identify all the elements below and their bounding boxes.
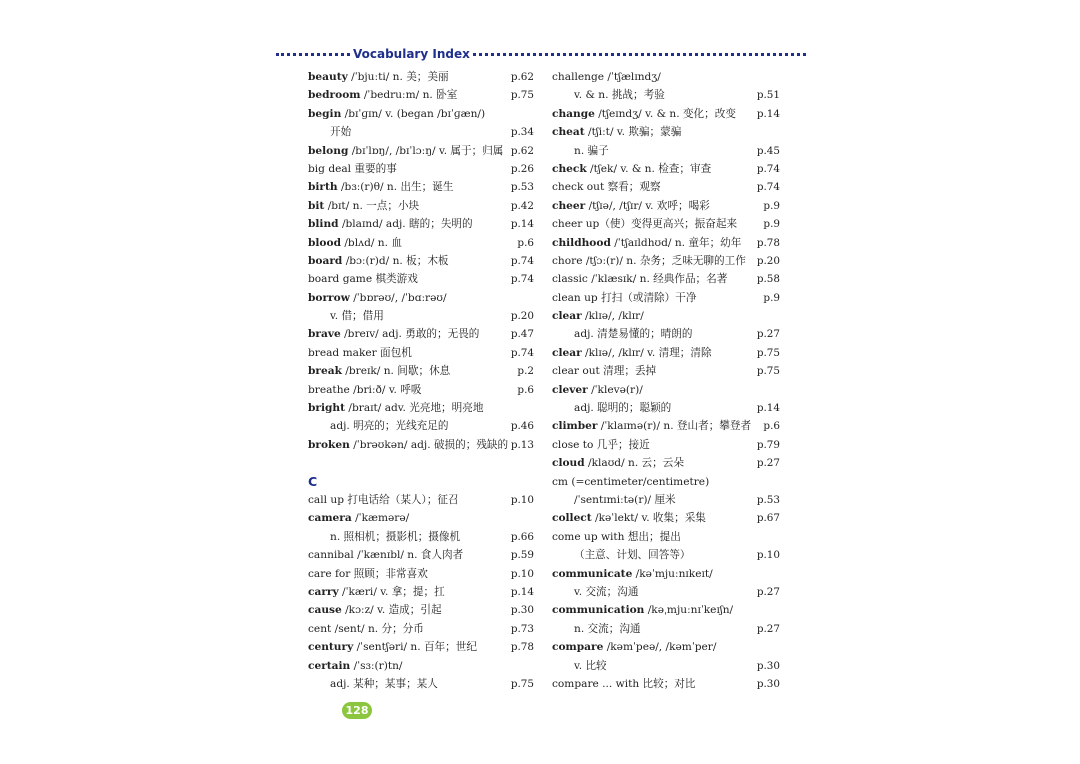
entry-text: （主意、计划、回答等） [574, 549, 691, 562]
entry-text: adj. 清楚易懂的；晴朗的 [574, 328, 693, 341]
left-column [308, 68, 534, 693]
entry-text: board /bɔː(r)d/ n. 板；木板 [308, 254, 449, 267]
entry-text: chore /tʃɔː(r)/ n. 杂务；乏味无聊的工作 [552, 254, 746, 267]
headword: clever [552, 383, 588, 396]
entry-page-ref: p.75 [756, 346, 780, 359]
index-entry [552, 142, 780, 160]
index-entry [552, 178, 780, 196]
entry-text: adj. 某种；某事；某人 [330, 677, 438, 690]
entry-page-ref: p.26 [510, 162, 534, 175]
index-entry [552, 473, 780, 491]
entry-text: check out 察看；观察 [552, 181, 661, 194]
headword: blood [308, 236, 341, 249]
entry-page-ref: p.10 [510, 567, 534, 580]
entry-page-ref: p.45 [756, 144, 780, 157]
headword: bit [308, 199, 325, 212]
entry-text: begin /bɪˈɡɪn/ v. (began /bɪˈɡæn/) [308, 107, 486, 120]
entry-page-ref: p.14 [756, 402, 780, 415]
entry-text: climber /ˈklaɪmə(r)/ n. 登山者；攀登者 [552, 420, 752, 433]
entry-text: adj. 聪明的；聪颖的 [574, 402, 672, 415]
entry-text: adj. 明亮的；光线充足的 [330, 420, 449, 433]
index-header [276, 46, 806, 62]
index-entry [552, 546, 780, 564]
entry-text: 开始 [330, 126, 352, 139]
index-entry [552, 601, 780, 619]
index-entry [552, 399, 780, 417]
entry-text: cloud /klaʊd/ n. 云；云朵 [552, 457, 684, 470]
entry-text: collect /kəˈlekt/ v. 收集；采集 [552, 512, 706, 525]
headword: cheat [552, 126, 585, 139]
entry-text: v. & n. 挑战；考验 [574, 89, 665, 102]
headword: climber [552, 420, 598, 433]
index-page [270, 36, 810, 736]
index-entry [308, 178, 534, 196]
entry-page-ref: p.66 [510, 530, 534, 543]
entry-page-ref: p.9 [763, 199, 780, 212]
index-entry [308, 436, 534, 454]
headword: bedroom [308, 89, 361, 102]
entry-text: blind /blaɪnd/ adj. 瞎的；失明的 [308, 218, 473, 231]
index-entry [308, 105, 534, 123]
entry-page-ref: p.51 [756, 89, 780, 102]
entry-text: birth /bɜː(r)θ/ n. 出生；诞生 [308, 181, 454, 194]
index-entry [552, 270, 780, 288]
entry-page-ref: p.10 [510, 493, 534, 506]
index-entry [308, 307, 534, 325]
entry-text: breathe /briːð/ v. 呼吸 [308, 383, 422, 396]
entry-text: cause /kɔːz/ v. 造成；引起 [308, 604, 442, 617]
header-dots-left [276, 53, 350, 56]
index-entry [308, 68, 534, 86]
entry-page-ref: p.74 [510, 273, 534, 286]
entry-text: clear /klɪə/, /klɪr/ [552, 310, 644, 323]
index-entry [308, 565, 534, 583]
entry-text: certain /ˈsɜː(r)tn/ [308, 659, 403, 672]
entry-page-ref: p.78 [756, 236, 780, 249]
entry-text: brave /breɪv/ adj. 勇敢的；无畏的 [308, 328, 480, 341]
index-entry [552, 528, 780, 546]
entry-page-ref: p.62 [510, 71, 534, 83]
entry-page-ref: p.78 [510, 641, 534, 654]
entry-text: compare /kəmˈpeə/, /kəmˈper/ [552, 641, 717, 654]
index-entry [552, 344, 780, 362]
index-entry [552, 325, 780, 343]
headword: communication [552, 604, 645, 617]
entry-text: blood /blʌd/ n. 血 [308, 236, 402, 249]
index-entry [552, 68, 780, 86]
index-entry [308, 362, 534, 380]
entry-page-ref: p.53 [756, 493, 780, 506]
entry-text: belong /bɪˈlɒŋ/, /bɪˈlɔːŋ/ v. 属于；归属 [308, 144, 504, 157]
entry-text: classic /ˈklæsɪk/ n. 经典作品；名著 [552, 273, 728, 286]
entry-page-ref: p.74 [756, 181, 780, 194]
entry-text: bit /bɪt/ n. 一点；小块 [308, 199, 420, 212]
headword: childhood [552, 236, 611, 249]
headword: belong [308, 144, 349, 157]
index-entry [308, 546, 534, 564]
entry-text: bedroom /ˈbedruːm/ n. 卧室 [308, 89, 458, 102]
entry-page-ref: p.6 [763, 420, 780, 433]
entry-text: clear out 清理；丢掉 [552, 365, 657, 378]
entry-text: communicate /kəˈmjuːnɪkeɪt/ [552, 567, 713, 580]
section-letter [308, 473, 534, 491]
entry-page-ref: p.42 [510, 199, 534, 212]
entry-text: cent /sent/ n. 分；分币 [308, 622, 424, 635]
index-entry [552, 289, 780, 307]
index-entry [308, 454, 534, 472]
index-entry [308, 509, 534, 527]
index-entry [552, 234, 780, 252]
entry-page-ref: p.58 [756, 273, 780, 286]
entry-page-ref: p.59 [510, 549, 534, 562]
entry-page-ref: p.67 [756, 512, 780, 525]
entry-text: /ˈsentɪmiːtə(r)/ 厘米 [574, 493, 676, 506]
index-entry [308, 657, 534, 675]
entry-page-ref: p.73 [510, 622, 534, 635]
entry-text: camera /ˈkæmərə/ [308, 512, 410, 525]
headword: break [308, 365, 342, 378]
headword: bright [308, 402, 346, 415]
right-column [552, 68, 780, 693]
entry-text: n. 骗子 [574, 144, 609, 157]
entry-page-ref: p.27 [756, 622, 780, 635]
index-entry [308, 234, 534, 252]
entry-page-ref: p.30 [756, 677, 780, 690]
index-entry [552, 252, 780, 270]
headword: change [552, 107, 595, 120]
index-entry [308, 381, 534, 399]
entry-text: bright /braɪt/ adv. 光亮地；明亮地 [308, 402, 484, 415]
entry-page-ref: p.14 [510, 218, 534, 231]
entry-page-ref: p.46 [510, 420, 534, 433]
entry-page-ref: p.30 [756, 659, 780, 672]
entry-text: bread maker 面包机 [308, 346, 412, 359]
index-entry [308, 289, 534, 307]
entry-page-ref: p.30 [510, 604, 534, 617]
entry-page-ref: p.79 [756, 438, 780, 451]
entry-page-ref: p.74 [510, 346, 534, 359]
index-entry [552, 657, 780, 675]
entry-page-ref: p.62 [510, 144, 534, 157]
index-entry [308, 160, 534, 178]
entry-text: board game 棋类游戏 [308, 273, 418, 286]
index-entry [552, 215, 780, 233]
entry-page-ref: p.13 [510, 438, 534, 451]
entry-page-ref: p.9 [763, 218, 780, 231]
index-entry [552, 675, 780, 693]
headword: birth [308, 181, 338, 194]
headword: certain [308, 659, 351, 672]
entry-page-ref: p.47 [510, 328, 534, 341]
entry-text: cheer up（使）变得更高兴；振奋起来 [552, 218, 738, 231]
headword: camera [308, 512, 352, 525]
entry-text: change /tʃeɪndʒ/ v. & n. 变化；改变 [552, 107, 736, 120]
entry-text: cannibal /ˈkænɪbl/ n. 食人肉者 [308, 549, 464, 562]
entry-page-ref: p.6 [517, 383, 534, 396]
headword: cheer [552, 199, 586, 212]
index-entry [552, 86, 780, 104]
entry-text: v. 借；借用 [330, 310, 384, 323]
index-entry [552, 160, 780, 178]
entry-text: broken /ˈbrəʊkən/ adj. 破损的；残缺的 [308, 438, 509, 451]
entry-text: cheat /tʃiːt/ v. 欺骗；蒙骗 [552, 126, 682, 139]
index-entry [308, 675, 534, 693]
index-entry [308, 142, 534, 160]
index-entry [308, 528, 534, 546]
index-entry [552, 197, 780, 215]
entry-page-ref: p.2 [517, 365, 534, 378]
entry-text: challenge /ˈtʃælɪndʒ/ [552, 71, 661, 83]
entry-text: care for 照顾；非常喜欢 [308, 567, 428, 580]
index-entry [308, 491, 534, 509]
entry-page-ref: p.74 [756, 162, 780, 175]
entry-page-ref: p.20 [756, 254, 780, 267]
index-entry [308, 417, 534, 435]
headword: compare [552, 641, 604, 654]
index-entry [308, 252, 534, 270]
entry-page-ref: p.20 [510, 310, 534, 323]
headword: clear [552, 346, 582, 359]
index-entry [308, 215, 534, 233]
header-dots-right [473, 53, 806, 56]
entry-text: borrow /ˈbɒrəʊ/, /ˈbɑːrəʊ/ [308, 291, 447, 304]
entry-text: v. 比较 [574, 659, 607, 672]
headword: beauty [308, 71, 348, 83]
index-entry [308, 399, 534, 417]
index-entry [552, 381, 780, 399]
entry-page-ref: p.74 [510, 254, 534, 267]
index-entry [308, 638, 534, 656]
index-entry [552, 362, 780, 380]
entry-text: century /ˈsentʃəri/ n. 百年；世纪 [308, 641, 477, 654]
entry-text: clean up 打扫（或清除）干净 [552, 291, 697, 304]
entry-text: check /tʃek/ v. & n. 检查；审查 [552, 162, 712, 175]
index-entry [552, 417, 780, 435]
index-entry [308, 270, 534, 288]
headword: begin [308, 107, 342, 120]
entry-page-ref: p.53 [510, 181, 534, 194]
entry-text: break /breɪk/ n. 间歇；休息 [308, 365, 451, 378]
entry-page-ref: p.27 [756, 328, 780, 341]
entry-page-ref: p.14 [756, 107, 780, 120]
headword: carry [308, 585, 339, 598]
entry-text: carry /ˈkæri/ v. 拿；提；扛 [308, 585, 445, 598]
headword: borrow [308, 291, 350, 304]
index-entry [308, 601, 534, 619]
index-entry [308, 583, 534, 601]
entry-text: C [308, 473, 318, 489]
entry-page-ref: p.75 [510, 89, 534, 102]
headword: broken [308, 438, 350, 451]
index-entry [552, 565, 780, 583]
headword: cloud [552, 457, 585, 470]
index-entry [308, 325, 534, 343]
index-entry [308, 344, 534, 362]
index-entry [552, 307, 780, 325]
index-entry [308, 197, 534, 215]
index-entry [308, 620, 534, 638]
headword: collect [552, 512, 592, 525]
index-entry [552, 638, 780, 656]
entry-text: n. 交流；沟通 [574, 622, 641, 635]
entry-page-ref: p.34 [510, 126, 534, 139]
page-number-badge: 128 [342, 702, 372, 719]
entry-text: compare ... with 比较；对比 [552, 677, 696, 690]
entry-page-ref: p.14 [510, 585, 534, 598]
entry-text: cheer /tʃɪə/, /tʃɪr/ v. 欢呼；喝彩 [552, 199, 710, 212]
index-entry [552, 436, 780, 454]
index-entry [552, 620, 780, 638]
headword: blind [308, 218, 339, 231]
headword: check [552, 162, 587, 175]
headword: board [308, 254, 343, 267]
entry-text: beauty /ˈbjuːti/ n. 美；美丽 [308, 71, 449, 83]
index-entry [552, 491, 780, 509]
entry-text: n. 照相机；摄影机；摄像机 [330, 530, 461, 543]
index-entry [552, 123, 780, 141]
entry-text: come up with 想出；提出 [552, 530, 681, 543]
entry-text: clear /klɪə/, /klɪr/ v. 清理；清除 [552, 346, 712, 359]
entry-text: childhood /ˈtʃaɪldhʊd/ n. 童年；幼年 [552, 236, 742, 249]
index-entry [308, 86, 534, 104]
index-entry [552, 454, 780, 472]
entry-text: v. 交流；沟通 [574, 585, 639, 598]
entry-text: cm (=centimeter/centimetre) [552, 475, 710, 488]
headword: clear [552, 310, 582, 323]
page-title: Vocabulary Index [353, 47, 470, 61]
entry-text: close to 几乎；接近 [552, 438, 650, 451]
entry-text: clever /ˈklevə(r)/ [552, 383, 643, 396]
entry-text: call up 打电话给（某人）；征召 [308, 493, 459, 506]
headword: century [308, 641, 354, 654]
entry-page-ref: p.10 [756, 549, 780, 562]
entry-text: communication /kəˌmjuːnɪˈkeɪʃn/ [552, 604, 734, 617]
entry-page-ref: p.75 [756, 365, 780, 378]
headword: brave [308, 328, 341, 341]
entry-page-ref: p.75 [510, 677, 534, 690]
entry-page-ref: p.27 [756, 585, 780, 598]
headword: cause [308, 604, 342, 617]
index-entry [552, 509, 780, 527]
entry-text: big deal 重要的事 [308, 162, 397, 175]
entry-page-ref: p.27 [756, 457, 780, 470]
index-entry [552, 105, 780, 123]
headword: communicate [552, 567, 633, 580]
entry-page-ref: p.6 [517, 236, 534, 249]
entry-page-ref: p.9 [763, 291, 780, 304]
index-entry [308, 123, 534, 141]
index-entry [552, 583, 780, 601]
